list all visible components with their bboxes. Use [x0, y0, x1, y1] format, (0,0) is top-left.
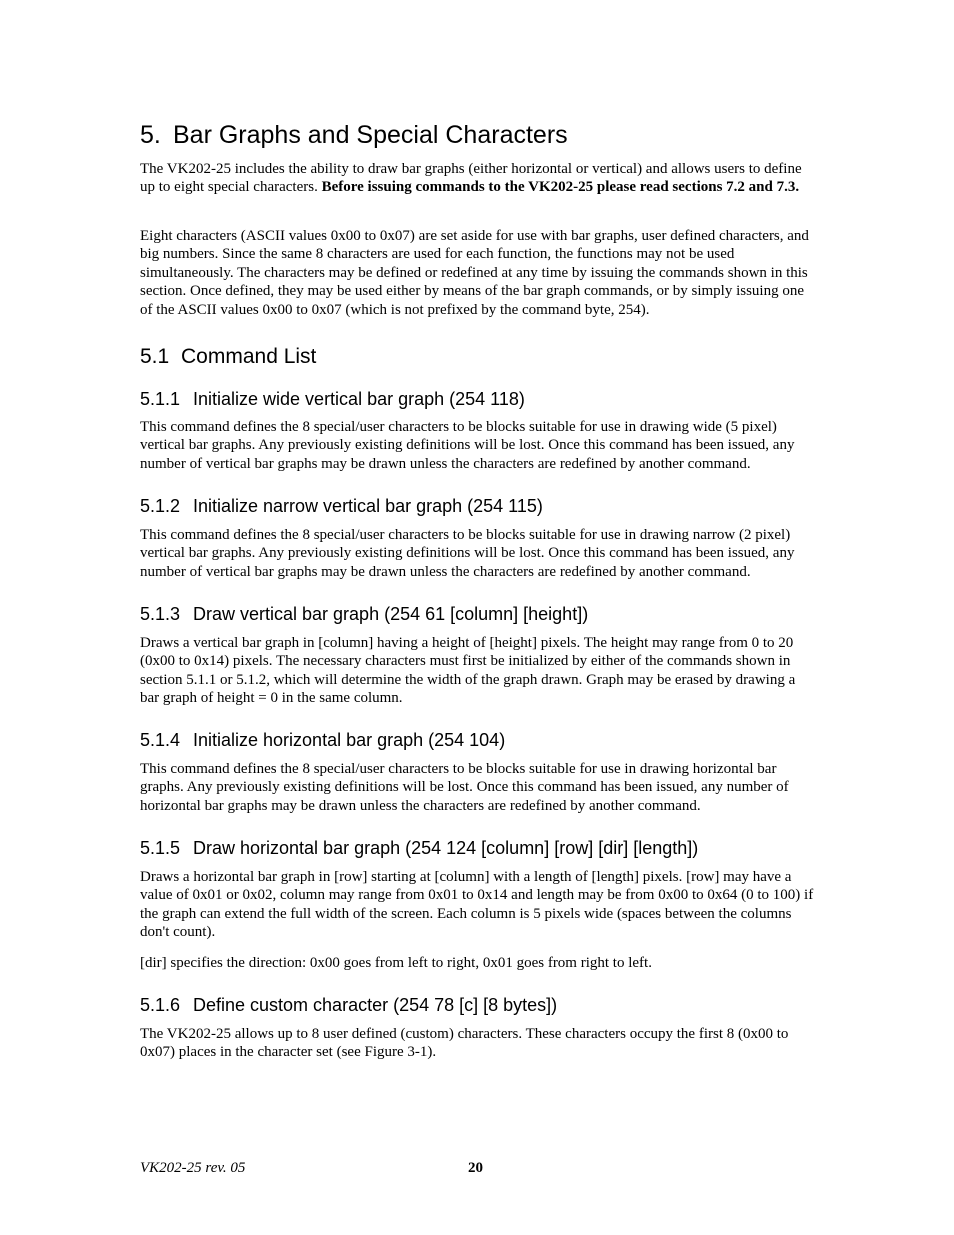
characters-paragraph: Eight characters (ASCII values 0x00 to 0x07) are set aside for use with bar graphs, user defined characters, and big numbers. Since the same 8 characters are used for each function, the functions may not be used simultaneously. The characters may be defined or redefined at any time by issuing the commands shown in this section. Once defined, they may be used either by means of the bar graph commands, or by simply issuing one of the ASCII values 0x00 to 0x07 (which is not prefixed by the command byte, 254). — [140, 228, 809, 318]
command-number: 5.1.4 — [140, 730, 181, 750]
command-number: 5.1.3 — [140, 604, 181, 624]
command-title: Initialize horizontal bar graph (254 104) — [193, 730, 506, 750]
command-heading — [140, 837, 698, 859]
intro-text: The VK202-25 includes the ability to draw bar graphs (either horizontal or vertical) and allows users to define up to eight special characters. — [140, 161, 802, 196]
command-title: Draw horizontal bar graph (254 124 [column] [row] [dir] [length]) — [193, 838, 699, 858]
section-heading — [140, 120, 568, 150]
command-heading — [140, 495, 543, 517]
command-description: This command defines the 8 special/user characters to be blocks suitable for use in drawing horizontal bar graphs. Any previously existing definitions will be lost. Once this command has been issued, any number of horizontal bar graphs may be drawn unless the characters are redefined by another command. — [140, 761, 789, 814]
command-description: Draws a vertical bar graph in [column] having a height of [height] pixels. The height may range from 0 to 20 (0x00 to 0x14) pixels. The necessary characters must first be initialized by either of the commands shown in section 5.1.1 or 5.1.2, which will determine the width of the graph drawn. Graph may be erased by drawing a bar graph of height = 0 in the same column. — [140, 635, 796, 707]
subsection-number: 5.1 — [140, 345, 170, 368]
command-description: This command defines the 8 special/user characters to be blocks suitable for use in drawing narrow (2 pixel) vertical bar graphs. Any previously existing definitions will be lost. Once this command has been issued, any number of vertical bar graphs may be drawn unless the characters are redefined by another command. — [140, 527, 795, 580]
command-number: 5.1.2 — [140, 496, 181, 516]
subsection-heading — [140, 344, 316, 370]
section-number: 5. — [140, 121, 161, 149]
command-title: Draw vertical bar graph (254 61 [column] [height]) — [193, 604, 589, 624]
footer-page-number: 20 — [468, 1160, 483, 1176]
command-number: 5.1.5 — [140, 838, 181, 858]
command-heading — [140, 388, 525, 410]
command-number: 5.1.6 — [140, 995, 181, 1015]
command-description: The VK202-25 allows up to 8 user defined (custom) characters. These characters occupy the first 8 (0x00 to 0x07) places in the character set (see Figure 3-1). — [140, 1026, 789, 1061]
intro-paragraph — [140, 160, 816, 197]
command-heading — [140, 994, 557, 1016]
command-description-direction: [dir] specifies the direction: 0x00 goes from left to right, 0x01 goes from right to left. — [140, 955, 652, 971]
command-title: Initialize wide vertical bar graph (254 118) — [193, 389, 525, 409]
command-title: Initialize narrow vertical bar graph (254 115) — [193, 496, 543, 516]
section-title: Bar Graphs and Special Characters — [173, 121, 568, 149]
command-description: Draws a horizontal bar graph in [row] starting at [column] with a length of [length] pixels. [row] may have a value of 0x01 or 0x02, column may range from 0x01 to 0x14 and length may be from 0x00 to 0x64 (0 to 100) if the graph can extend the full width of the screen. Each column is 5 pixels wide (spaces between the columns don't count). — [140, 869, 814, 941]
command-heading — [140, 729, 505, 751]
command-description: This command defines the 8 special/user characters to be blocks suitable for use in drawing wide (5 pixel) vertical bar graphs. Any previously existing definitions will be lost. Once this command has been issued, any number of vertical bar graphs may be drawn unless the characters are redefined by another command. — [140, 419, 795, 472]
command-title: Define custom character (254 78 [c] [8 bytes]) — [193, 995, 558, 1015]
subsection-title: Command List — [181, 345, 317, 368]
command-number: 5.1.1 — [140, 389, 181, 409]
footer-document-revision: VK202-25 rev. 05 — [140, 1160, 246, 1176]
intro-bold-note: Before issuing commands to the VK202-25 please read sections 7.2 and 7.3. — [321, 179, 800, 196]
command-heading — [140, 603, 588, 625]
